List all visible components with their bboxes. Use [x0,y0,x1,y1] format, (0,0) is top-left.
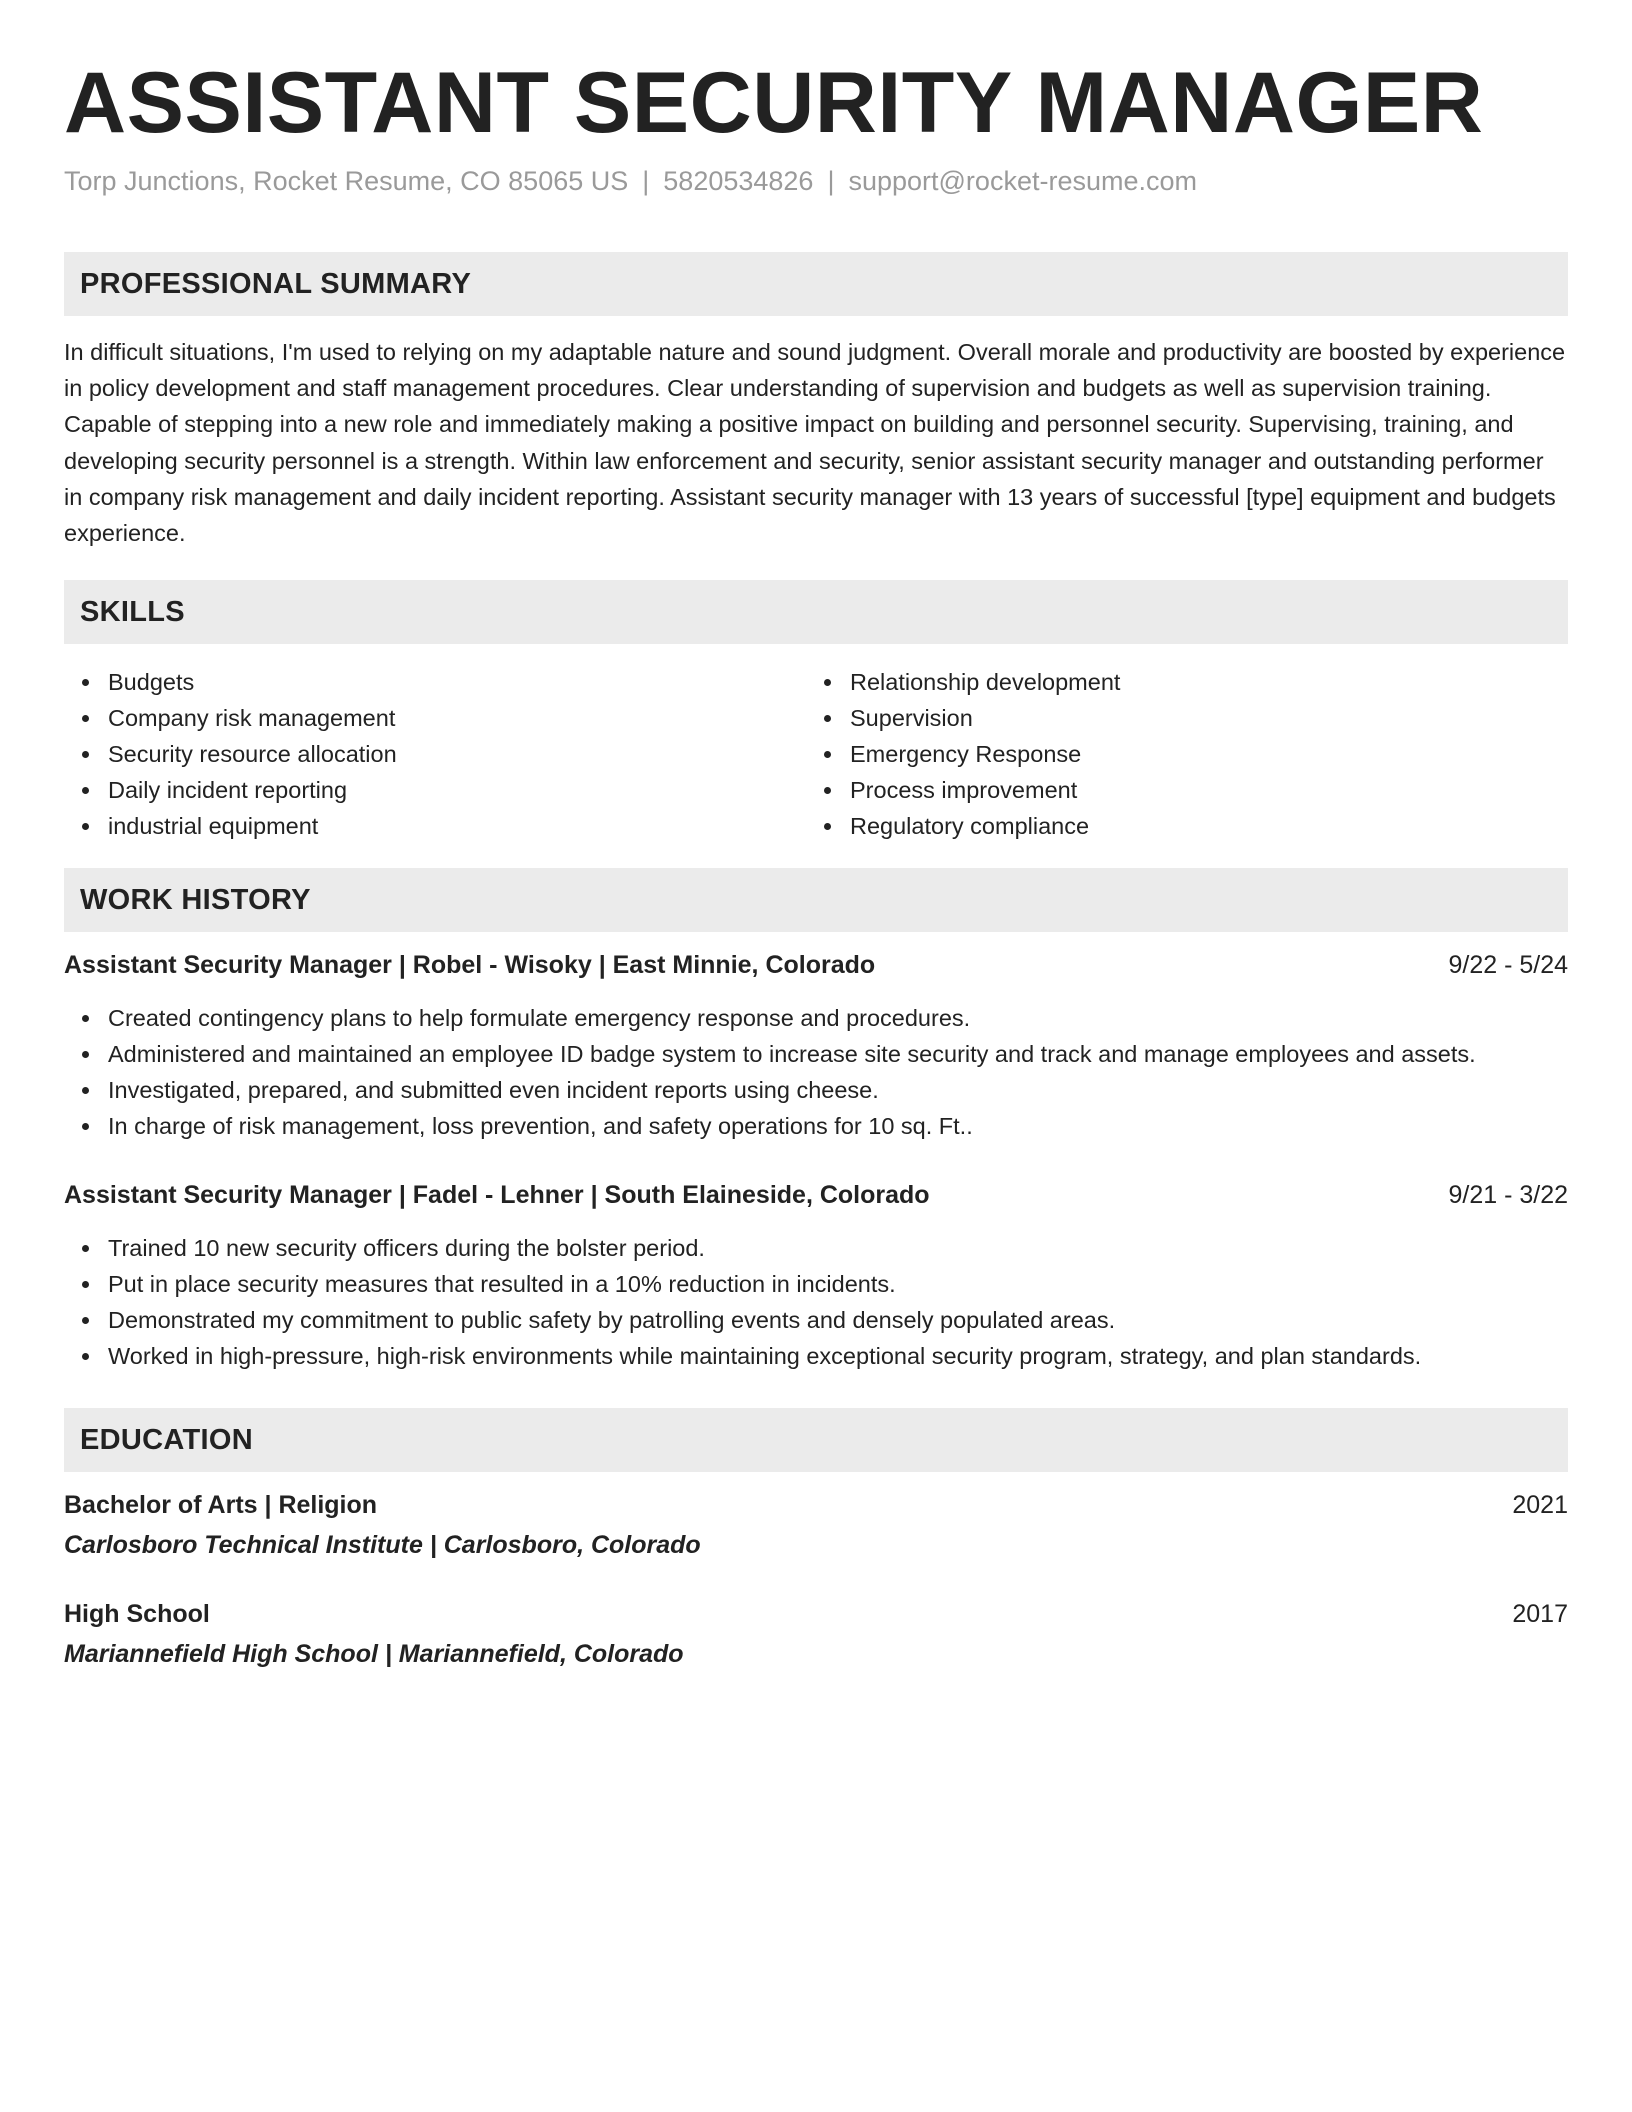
work-history-heading: WORK HISTORY [80,883,311,916]
skill-item: Emergency Response [806,736,1548,772]
skills-column-1 [64,664,806,844]
education-year: 2017 [1512,1600,1568,1628]
skills-heading: SKILLS [80,595,185,628]
skill-item: Process improvement [806,772,1548,808]
skill-item: Security resource allocation [64,736,806,772]
skill-item: Company risk management [64,700,806,736]
skill-item: Regulatory compliance [806,808,1548,844]
job-title: Assistant Security Manager | Fadel - Lehner | South Elaineside, Colorado [64,1181,930,1209]
education-degree: High School [64,1600,210,1628]
skills-section-header [64,580,1568,644]
skill-item: Relationship development [806,664,1548,700]
skills-column-2 [806,664,1548,844]
contact-line [64,166,1197,197]
education-heading: EDUCATION [80,1423,253,1456]
education-header [64,1597,1568,1631]
skill-item: industrial equipment [64,808,806,844]
education-entry [64,1488,1568,1562]
job-bullets [64,1000,1568,1144]
education-school: Mariannefield High School | Mariannefield, Colorado [64,1640,684,1668]
job-bullet: Put in place security measures that resulted in a 10% reduction in incidents. [64,1266,1568,1302]
job-bullet: Created contingency plans to help formulate emergency response and procedures. [64,1000,1568,1036]
education-entry [64,1597,1568,1671]
job-header [64,1178,1568,1212]
job-bullet: Trained 10 new security officers during the bolster period. [64,1230,1568,1266]
job-entry [64,948,1568,1144]
education-year: 2021 [1512,1491,1568,1519]
contact-separator: | [827,166,835,196]
job-bullet: Investigated, prepared, and submitted even incident reports using cheese. [64,1072,1568,1108]
job-title: Assistant Security Manager | Robel - Wisoky | East Minnie, Colorado [64,951,876,979]
job-entry [64,1178,1568,1374]
candidate-name: ASSISTANT SECURITY MANAGER [64,55,1484,151]
job-bullet: Worked in high-pressure, high-risk environments while maintaining exceptional security program, strategy, and plan standards. [64,1338,1568,1374]
skill-item: Budgets [64,664,806,700]
skill-item: Supervision [806,700,1548,736]
education-section-header [64,1408,1568,1472]
job-header [64,948,1568,982]
contact-separator: | [642,166,650,196]
job-bullet: Demonstrated my commitment to public safety by patrolling events and densely populated areas. [64,1302,1568,1338]
job-dates: 9/22 - 5/24 [1448,951,1568,979]
summary-heading: PROFESSIONAL SUMMARY [80,267,472,300]
contact-phone: 5820534826 [663,166,814,196]
contact-address: Torp Junctions, Rocket Resume, CO 85065 US [64,166,629,196]
contact-email: support@rocket-resume.com [848,166,1197,196]
education-header [64,1488,1568,1522]
job-bullet: Administered and maintained an employee ID badge system to increase site security and track and manage employees and assets. [64,1036,1568,1072]
education-school: Carlosboro Technical Institute | Carlosboro, Colorado [64,1531,701,1559]
skill-item: Daily incident reporting [64,772,806,808]
work-history-section-header [64,868,1568,932]
job-bullets [64,1230,1568,1374]
education-degree: Bachelor of Arts | Religion [64,1491,378,1519]
job-dates: 9/21 - 3/22 [1448,1181,1568,1209]
skills-list [64,664,1568,844]
summary-text: In difficult situations, I'm used to relying on my adaptable nature and sound judgment. Overall morale and productivity are boosted by experience in policy development and staff management procedures. Clear understanding of supervision and budgets as well as supervision training. Capable of stepping into a new role and immediately making a positive impact on building and personnel security. Supervising, training, and developing security personnel is a strength. Within law enforcement and security, senior assistant security manager and outstanding performer in company risk management and daily incident reporting. Assistant security manager with 13 years of successful [type] equipment and budgets experience. [64,339,1566,547]
summary-section-header [64,252,1568,316]
job-bullet: In charge of risk management, loss prevention, and safety operations for 10 sq. Ft.. [64,1108,1568,1144]
